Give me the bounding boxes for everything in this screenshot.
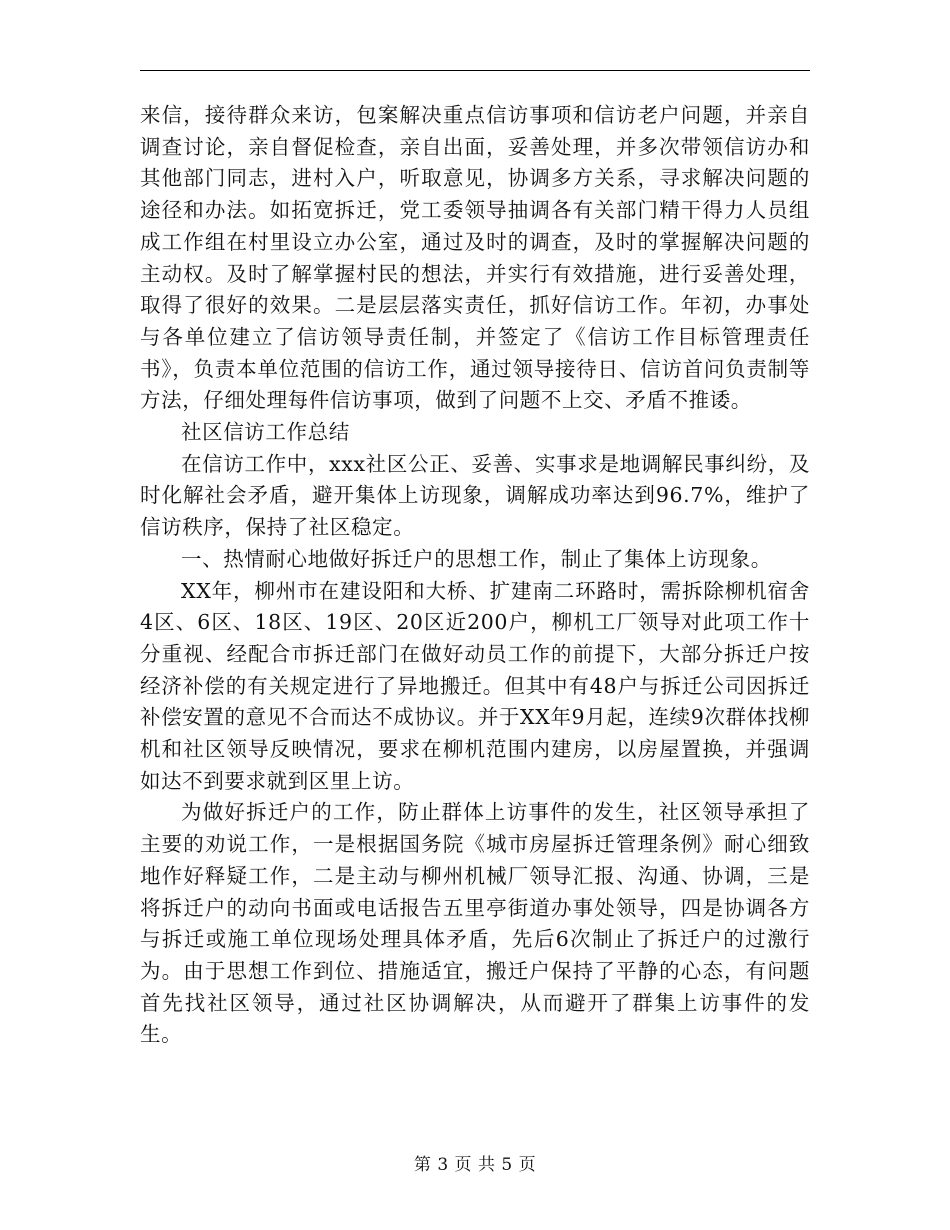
- header-rule: [140, 70, 810, 71]
- page-number-footer: 第 3 页 共 5 页: [413, 1155, 537, 1175]
- paragraph-continuation: 来信，接待群众来访，包案解决重点信访事项和信访老户问题，并亲自调查讨论，亲自督促检查，亲自出面，妥善处理，并多次带领信访办和其他部门同志，进村入户，听取意见，协调多方关系，寻求解决问题的途径和办法。如拓宽拆迁，党工委领导抽调各有关部门精干得力人员组成工作组在村里设立办公室，通过及时的调查，及时的掌握解决问题的主动权。及时了解掌握村民的想法，并实行有效措施，进行妥善处理，取得了很好的效果。二是层层落实责任，抓好信访工作。年初，办事处与各单位建立了信访领导责任制，并签定了《信访工作目标管理责任书》，负责本单位范围的信访工作，通过领导接待日、信访首问负责制等方法，仔细处理每件信访事项，做到了问题不上交、矛盾不推诿。: [140, 103, 810, 413]
- paragraph-point-one: 一、热情耐心地做好拆迁户的思想工作，制止了集体上访现象。: [181, 546, 772, 571]
- section-heading: 社区信访工作总结: [181, 420, 350, 445]
- paragraph-intro: 在信访工作中，xxx社区公正、妥善、实事求是地调解民事纠纷，及时化解社会矛盾，避开集体上访现象，调解成功率达到96.7%，维护了信访秩序，保持了社区稳定。: [140, 451, 810, 540]
- document-body: [140, 100, 810, 1051]
- paragraph-background: XX年，柳州市在建设阳和大桥、扩建南二环路时，需拆除柳机宿舍4区、6区、18区、19区、20区近200户，柳机工厂领导对此项工作十分重视、经配合市拆迁部门在做好动员工作的前提下，大部分拆迁户按经济补偿的有关规定进行了异地搬迁。但其中有48户与拆迁公司因拆迁补偿安置的意见不合而达不成协议。并于XX年9月起，连续9次群体找柳机和社区领导反映情况，要求在柳机范围内建房，以房屋置换，并强调如达不到要求就到区里上访。: [140, 578, 810, 793]
- paragraph-measures: 为做好拆迁户的工作，防止群体上访事件的发生，社区领导承担了主要的劝说工作，一是根据国务院《城市房屋拆迁管理条例》耐心细致地作好释疑工作，二是主动与柳州机械厂领导汇报、沟通、协调，三是将拆迁户的动向书面或电话报告五里亭街道办事处领导，四是协调各方与拆迁或施工单位现场处理具体矛盾，先后6次制止了拆迁户的过激行为。由于思想工作到位、措施适宜，搬迁户保持了平静的心态，有问题首先找社区领导，通过社区协调解决，从而避开了群集上访事件的发生。: [140, 800, 810, 1047]
